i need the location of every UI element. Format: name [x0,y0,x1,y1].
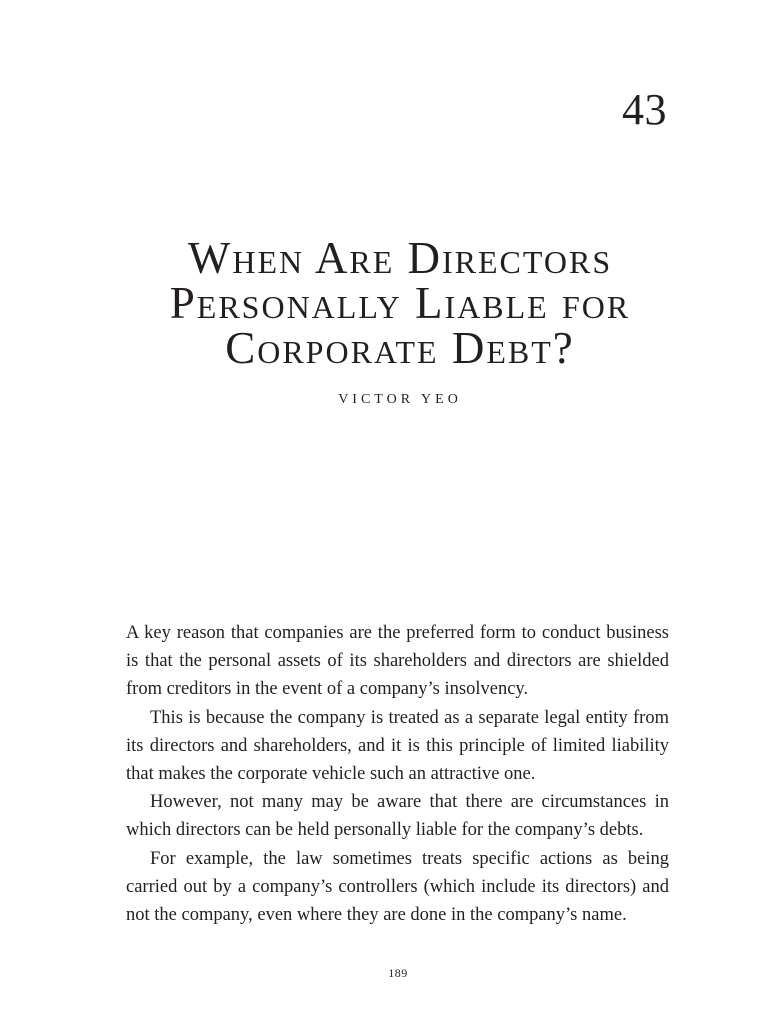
chapter-title-line: Corporate Debt? [225,323,575,373]
paragraph: For example, the law sometimes treats specific actions as being carried out by a company’s controllers (which include its directors) and not the company, even where they are done in the company’s name. [126,848,669,926]
paragraph: A key reason that companies are the preferred form to conduct business is that the personal assets of its shareholders and directors are shielded from creditors in the event of a company’s insolvency. [126,623,669,700]
page-number: 189 [388,966,408,980]
author-name: VICTOR YEO [338,392,462,407]
chapter-number: 43 [622,85,667,134]
chapter-title-line: Personally Liable for [169,278,631,328]
paragraph: This is because the company is treated as a separate legal entity from its directors and shareholders, and it is this principle of limited liability that makes the corporate vehicle such an attractive one. [126,707,669,785]
paragraph: However, not many may be aware that there are circumstances in which directors can be held personally liable for the company’s debts. [126,792,669,841]
body-text [126,619,669,929]
chapter-title-line: When Are Directors [187,233,613,283]
chapter-title [100,233,700,373]
